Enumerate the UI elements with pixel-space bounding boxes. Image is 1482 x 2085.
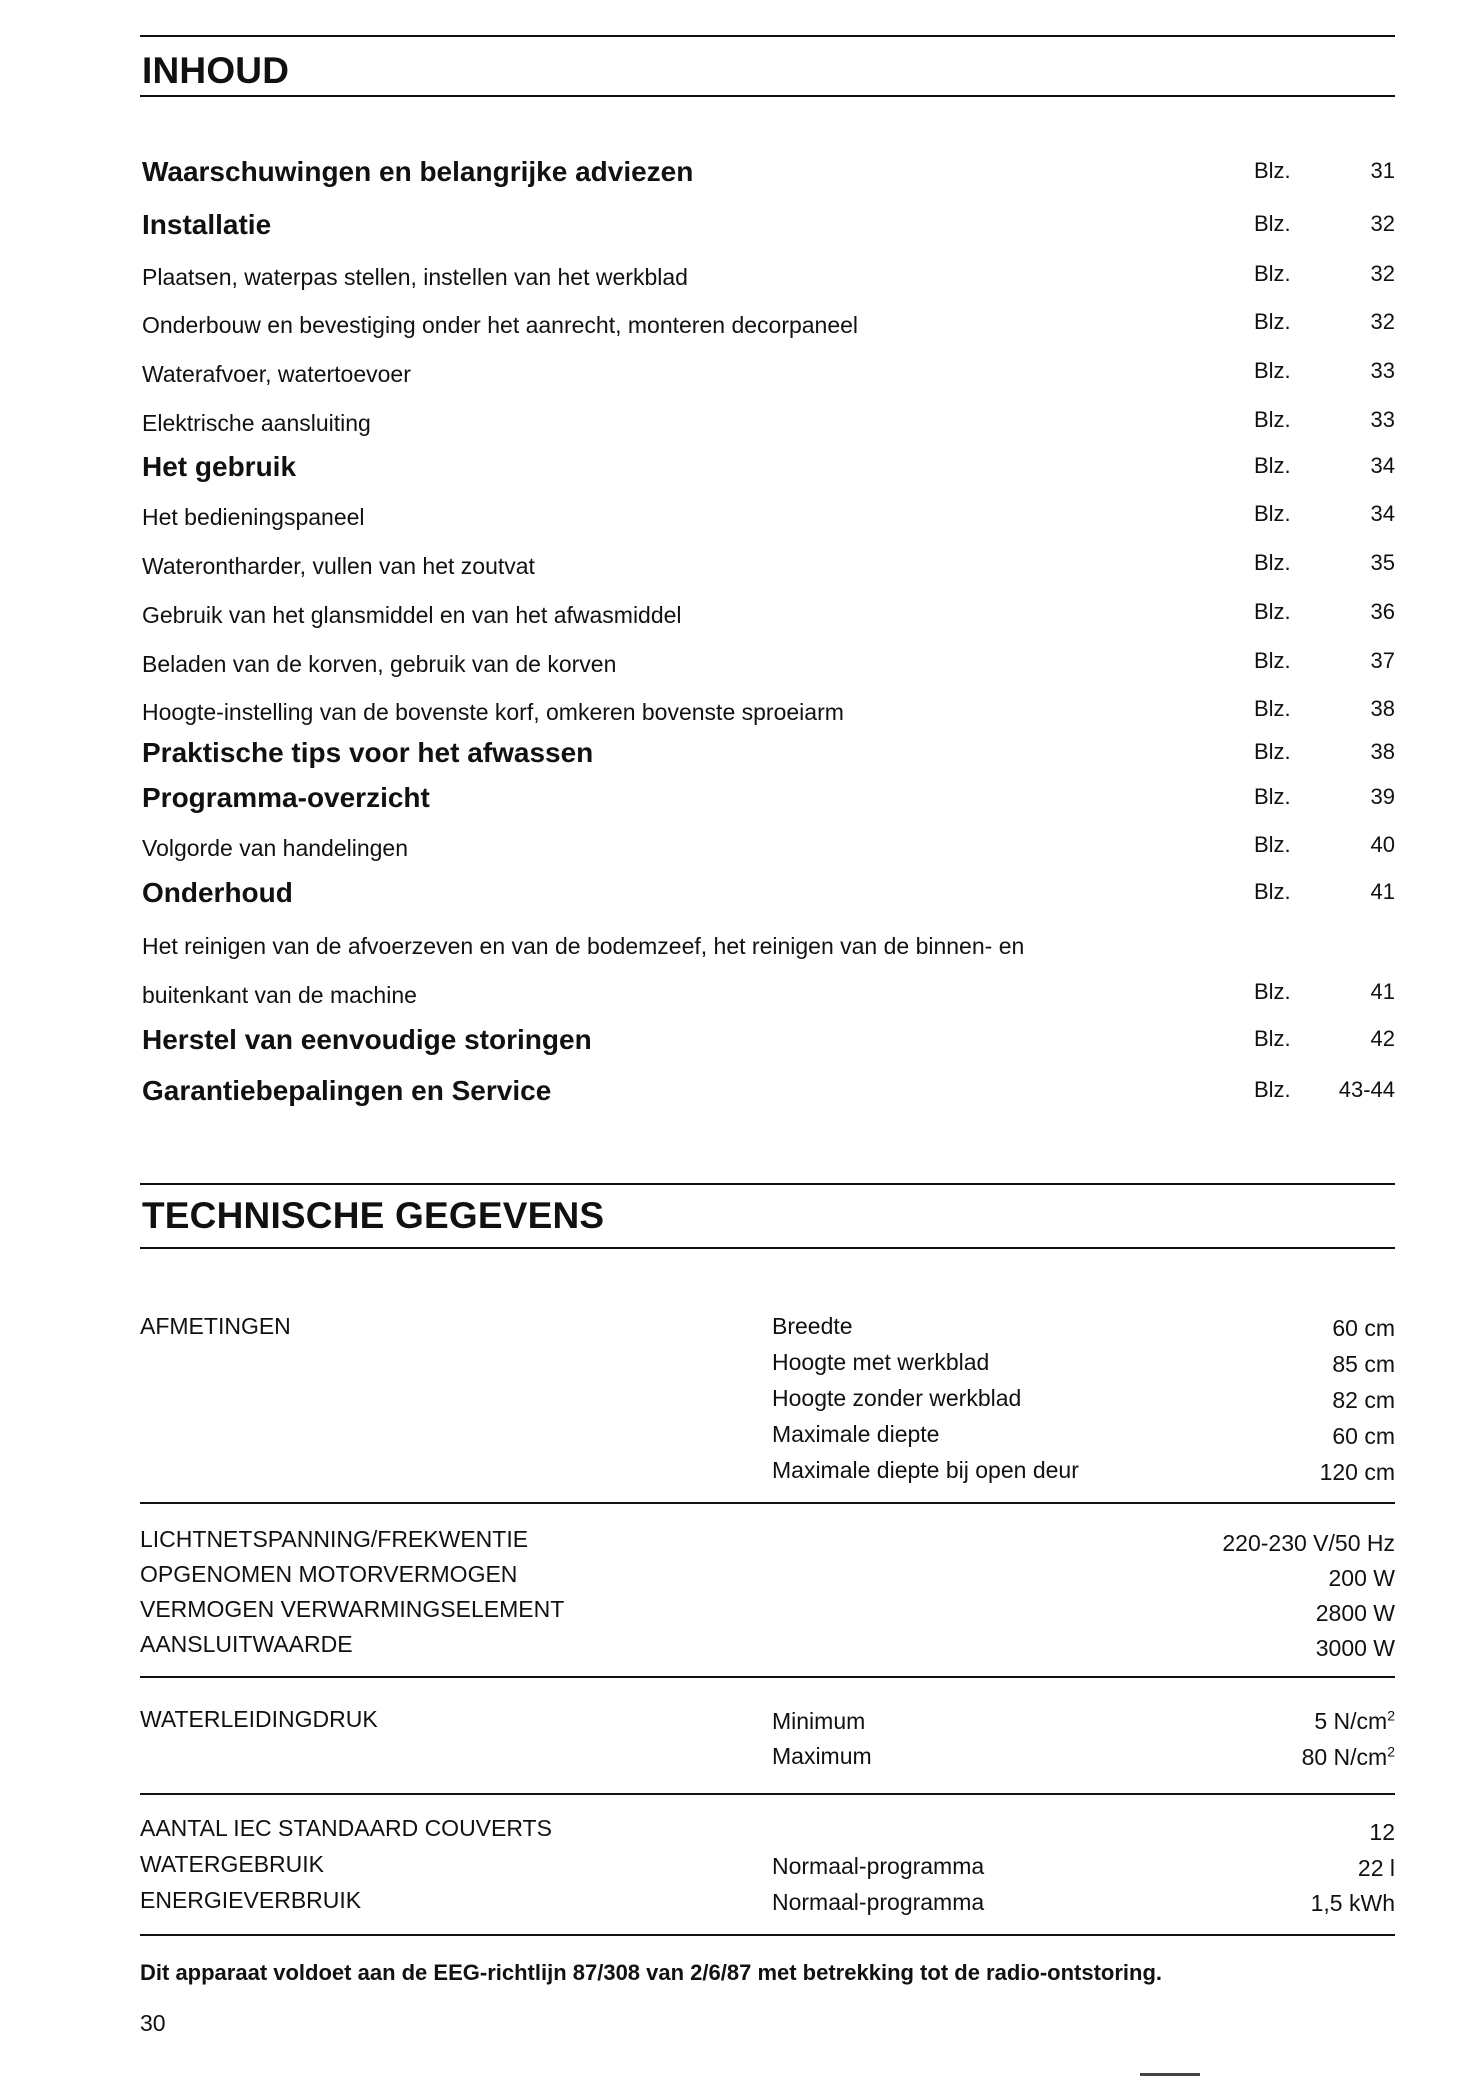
toc-entry [142,924,1395,964]
toc-blz-label: Blz. [1254,309,1291,334]
toc-entry [142,255,1395,295]
toc-entry-page: 36 [1370,599,1395,624]
spec-value: 85 cm [1332,1351,1395,1377]
spec-value: 82 cm [1332,1387,1395,1413]
toc-blz-label: Blz. [1254,501,1291,526]
toc-entry [142,1020,1395,1060]
toc-blz-label: Blz. [1254,1077,1291,1102]
toc-entry-title: Het gebruik [142,451,297,482]
toc-entry-title: Plaatsen, waterpas stellen, instellen van het werkblad [142,264,688,290]
toc-entry [142,826,1395,866]
spec-param: Maximale diepte bij open deur [772,1457,1079,1483]
toc-entry-title: Garantiebepalingen en Service [142,1075,552,1106]
spec-param: Normaal-programma [772,1853,985,1879]
toc-entry-title: Herstel van eenvoudige storingen [142,1024,592,1055]
spec-value-exponent: 2 [1387,1707,1395,1724]
toc-entry-title: Hoogte-instelling van de bovenste korf, omkeren bovenste sproeiarm [142,699,844,725]
specs-bottom-rule [140,1934,1395,1936]
toc-entry-page: 32 [1370,211,1395,236]
specs-divider [140,1676,1395,1678]
toc-entry [142,447,1395,487]
toc-entry-page: 38 [1370,696,1395,721]
toc-blz-label: Blz. [1254,261,1291,286]
toc-entry-title: Gebruik van het glansmiddel en van het afwasmiddel [142,602,682,628]
spec-label: ENERGIEVERBRUIK [140,1887,362,1913]
toc-entry-title: Het reinigen van de afvoerzeven en van de bodemzeef, het reinigen van de binnen- en [142,933,1025,959]
spec-value: 1,5 kWh [1310,1890,1395,1916]
toc-entry-page: 41 [1370,879,1395,904]
toc-entry [142,544,1395,584]
specs-divider [140,1502,1395,1504]
toc-entry-title: Beladen van de korven, gebruik van de korven [142,651,617,677]
toc-entry [142,303,1395,343]
toc-entry-page: 35 [1370,550,1395,575]
toc-blz-label: Blz. [1254,879,1291,904]
toc-blz-label: Blz. [1254,832,1291,857]
toc-blz-label: Blz. [1254,696,1291,721]
spec-param: Maximale diepte [772,1421,940,1447]
toc-entry [142,873,1395,913]
toc-entry-title: Het bedieningspaneel [142,504,365,530]
toc-entry-page: 41 [1370,979,1395,1004]
toc-entry-title: Onderbouw en bevestiging onder het aanrecht, monteren decorpaneel [142,312,859,338]
toc-entry [142,593,1395,633]
spec-value: 120 cm [1319,1459,1395,1485]
regulation-footnote: Dit apparaat voldoet aan de EEG-richtlijn 87/308 van 2/6/87 met betrekking tot de radio-ontstoring. [140,1960,1163,1985]
toc-entry-page: 33 [1370,358,1395,383]
toc-entry-page: 39 [1370,784,1395,809]
toc-entry [142,495,1395,535]
spec-label: AANTAL IEC STANDAARD COUVERTS [140,1815,552,1841]
toc-entry [142,733,1395,773]
toc-entry-title: Waterontharder, vullen van het zoutvat [142,553,535,579]
spec-label: LICHTNETSPANNING/FREKWENTIE [140,1526,529,1552]
spec-value: 22 l [1357,1855,1395,1881]
toc-entry-title: Waterafvoer, watertoevoer [142,361,411,387]
spec-param: Maximum [772,1743,872,1769]
spec-value-text: 80 N/cm [1301,1744,1388,1770]
toc-entry [142,690,1395,730]
spec-label: WATERGEBRUIK [140,1851,325,1877]
spec-label: AANSLUITWAARDE [140,1631,353,1657]
spec-value: 200 W [1328,1565,1395,1591]
toc-entry-page: 43-44 [1338,1077,1395,1102]
toc-entry [142,152,1395,192]
spec-label: VERMOGEN VERWARMINGSELEMENT [140,1596,565,1622]
toc-entry-page: 32 [1370,261,1395,286]
toc-entry [142,352,1395,392]
scan-mark [1140,2073,1200,2076]
spec-value: 60 cm [1332,1315,1395,1341]
spec-param: Breedte [772,1313,853,1339]
toc-entry [142,401,1395,441]
spec-value: 12 [1369,1819,1395,1845]
spec-label: OPGENOMEN MOTORVERMOGEN [140,1561,518,1587]
toc-entry-page: 38 [1370,739,1395,764]
toc-blz-label: Blz. [1254,1026,1291,1051]
toc-entry-page: 33 [1370,407,1395,432]
spec-value [1302,1744,1395,1771]
toc-entry-title: buitenkant van de machine [142,982,417,1008]
toc-entry-title: Programma-overzicht [142,782,430,813]
toc-blz-label: Blz. [1254,648,1291,673]
specs-heading-rule [140,1247,1395,1249]
toc-blz-label: Blz. [1254,158,1291,183]
toc-entry-page: 34 [1370,453,1395,478]
page-number: 30 [140,2010,166,2036]
spec-value-exponent: 2 [1387,1743,1395,1760]
toc-blz-label: Blz. [1254,599,1291,624]
toc-entry-title: Waarschuwingen en belangrijke adviezen [142,156,694,187]
inhoud-bottom-rule [140,95,1395,97]
toc-entry-title: Elektrische aansluiting [142,410,371,436]
inhoud-heading: INHOUD [142,50,290,91]
spec-value [1314,1708,1395,1735]
toc-entry-page: 31 [1370,158,1395,183]
spec-param: Normaal-programma [772,1889,985,1915]
toc-entry-title: Praktische tips voor het afwassen [142,737,594,768]
toc-blz-label: Blz. [1254,784,1291,809]
toc-entry [142,205,1395,245]
toc-entry-page: 37 [1370,648,1395,673]
toc-blz-label: Blz. [1254,453,1291,478]
spec-label-water-pressure: WATERLEIDINGDRUK [140,1706,378,1732]
toc-entry [142,778,1395,818]
toc-entry [142,642,1395,682]
toc-blz-label: Blz. [1254,211,1291,236]
toc-entry-page: 32 [1370,309,1395,334]
toc-entry-page: 40 [1370,832,1395,857]
specs-divider [140,1793,1395,1795]
spec-value: 220-230 V/50 Hz [1222,1530,1395,1556]
toc-entry-title: Onderhoud [142,877,293,908]
spec-param: Hoogte zonder werkblad [772,1385,1022,1411]
spec-value: 3000 W [1315,1635,1395,1661]
toc-blz-label: Blz. [1254,407,1291,432]
specs-top-rule [140,1183,1395,1185]
inhoud-top-rule [140,35,1395,37]
toc-entry-page: 42 [1370,1026,1395,1051]
toc-entry [142,973,1395,1013]
toc-entry-title: Installatie [142,209,272,240]
toc-blz-label: Blz. [1254,979,1291,1004]
specs-heading: TECHNISCHE GEGEVENS [142,1195,605,1236]
toc-entry-title: Volgorde van handelingen [142,835,409,861]
spec-label-dimensions: AFMETINGEN [140,1313,291,1339]
spec-param: Minimum [772,1708,866,1734]
spec-value-text: 5 N/cm [1314,1708,1388,1734]
toc-entry-page: 34 [1370,501,1395,526]
spec-value: 2800 W [1315,1600,1395,1626]
toc-entry [142,1071,1395,1111]
spec-value: 60 cm [1332,1423,1395,1449]
toc-blz-label: Blz. [1254,739,1291,764]
toc-blz-label: Blz. [1254,550,1291,575]
spec-param: Hoogte met werkblad [772,1349,990,1375]
toc-blz-label: Blz. [1254,358,1291,383]
